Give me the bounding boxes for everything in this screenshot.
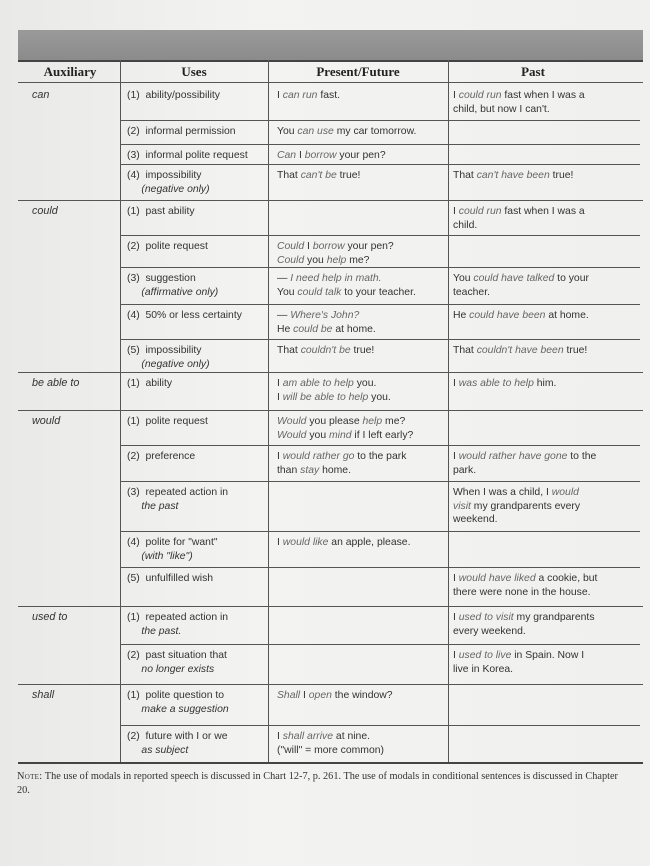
modal-form: would have liked: [458, 573, 536, 584]
example-text: That: [277, 345, 301, 356]
example-text: you: [304, 254, 327, 266]
example-line: [453, 513, 580, 527]
example-line: [453, 450, 596, 464]
example-text: in Spain. Now I: [511, 650, 585, 661]
example-line: [277, 429, 413, 443]
uses-cell: [127, 272, 218, 299]
example-text: to your: [554, 273, 589, 284]
example-text: —: [277, 310, 291, 321]
table-bottom-border: [18, 762, 643, 764]
uses-line: (5) unfulfilled wish: [127, 573, 214, 584]
example-text: I: [277, 537, 283, 548]
uses-line: (affirmative only): [127, 286, 219, 298]
row-divider: [120, 304, 640, 305]
modal-form: would rather have gone: [458, 451, 568, 462]
example-text: your pen?: [344, 241, 394, 252]
modal-form: shall arrive: [282, 731, 334, 742]
example-line: [453, 286, 589, 300]
row-divider: [120, 120, 640, 121]
example-line: [453, 572, 597, 586]
past-cell: [453, 450, 596, 477]
example-text: me?: [346, 254, 370, 266]
modal-form: could run: [458, 90, 502, 101]
uses-line: (3) informal polite request: [127, 150, 248, 161]
example-line: [453, 625, 595, 639]
example-text: you.: [368, 391, 391, 403]
example-line: [453, 219, 585, 233]
present-future-cell: [277, 689, 393, 703]
past-cell: [453, 486, 580, 527]
example-text: You: [277, 126, 298, 137]
example-text: I: [300, 690, 309, 701]
past-cell: [453, 377, 556, 391]
modal-form: I need help in math.: [290, 273, 382, 284]
example-text: I: [453, 206, 459, 217]
uses-line: (1) past ability: [127, 206, 195, 217]
modal-form: can't be: [300, 170, 337, 181]
present-future-cell: [277, 169, 360, 183]
modal-form: was able to help: [458, 378, 534, 389]
uses-cell: [127, 730, 227, 757]
example-text: true!: [336, 170, 361, 181]
group-divider: [18, 684, 643, 685]
example-line: [277, 536, 410, 550]
example-line: [277, 377, 391, 391]
example-text: my car tomorrow.: [333, 126, 417, 137]
example-text: an apple, please.: [328, 537, 411, 548]
modal-form: Could: [277, 241, 305, 252]
present-future-cell: [277, 730, 384, 757]
example-text: if I left early?: [351, 429, 414, 441]
uses-line: (4) polite for "want": [127, 537, 218, 548]
example-line: [277, 464, 406, 478]
uses-line: (2) past situation that: [127, 650, 227, 661]
example-text: —: [277, 273, 291, 284]
modal-form: borrow: [304, 150, 337, 161]
example-line: [453, 649, 584, 663]
example-text: I: [296, 150, 305, 161]
example-line: [453, 309, 589, 323]
example-line: [453, 611, 595, 625]
present-future-cell: [277, 415, 413, 442]
uses-line: the past.: [127, 625, 182, 637]
modal-form: used to visit: [458, 612, 514, 623]
modal-form: could run: [458, 206, 502, 217]
example-text: true!: [350, 345, 375, 356]
example-text: to the park: [354, 451, 407, 462]
example-text: you please: [306, 416, 363, 427]
modal-form: could have been: [469, 310, 546, 321]
example-line: [277, 391, 391, 405]
modal-form: mind: [328, 429, 352, 441]
example-text: you.: [353, 378, 377, 389]
example-text: child, but now I can't.: [453, 103, 550, 115]
example-text: child.: [453, 219, 478, 231]
modal-form: open: [308, 690, 332, 701]
example-line: [277, 415, 413, 429]
example-text: I: [304, 241, 313, 252]
example-line: [277, 309, 376, 323]
example-text: That: [277, 170, 301, 181]
example-line: [453, 486, 580, 500]
example-text: true!: [563, 345, 588, 356]
row-divider: [120, 164, 640, 165]
present-future-cell: [277, 536, 410, 550]
example-text: I: [277, 90, 283, 101]
modal-form: could talk: [297, 286, 342, 298]
modal-form: Would: [277, 429, 307, 441]
footnote-text: The use of modals in reported speech is discussed in Chart 12-7, p. 261. The use of modals in conditional sentences is discussed in Chapter 20.: [17, 771, 618, 796]
past-cell: [453, 572, 597, 599]
example-line: [453, 205, 585, 219]
uses-cell: [127, 486, 228, 513]
example-line: [277, 689, 393, 703]
uses-line: (1) ability/possibility: [127, 90, 220, 101]
example-text: I: [453, 573, 459, 584]
uses-line: (2) preference: [127, 451, 196, 462]
modal-form: stay: [300, 464, 320, 476]
example-text: my grandparents every: [470, 500, 581, 512]
header-auxiliary: Auxiliary: [43, 64, 97, 79]
auxiliary-label: can: [32, 89, 50, 101]
example-text: live in Korea.: [453, 663, 514, 675]
uses-line: no longer exists: [127, 663, 215, 675]
example-text: my grandparents: [513, 612, 595, 623]
group-divider: [18, 200, 643, 201]
example-text: there were none in the house.: [453, 586, 591, 598]
uses-cell: [127, 415, 208, 429]
uses-cell: [127, 649, 227, 676]
row-divider: [120, 567, 640, 568]
present-future-cell: [277, 125, 416, 139]
header-bottom-border: [18, 82, 643, 83]
example-text: He: [277, 323, 294, 335]
modal-form: can run: [282, 90, 318, 101]
uses-line: (1) polite request: [127, 416, 208, 427]
column-divider: [448, 60, 449, 762]
past-cell: [453, 649, 584, 676]
present-future-cell: [277, 272, 416, 299]
modal-form: Could: [277, 254, 305, 266]
example-text: You: [277, 286, 298, 298]
modal-form: borrow: [312, 241, 345, 252]
past-cell: [453, 169, 573, 183]
example-text: ("will" = more common): [277, 744, 384, 756]
example-line: [277, 344, 374, 358]
example-line: [277, 744, 384, 758]
example-line: [453, 586, 597, 600]
present-future-cell: [277, 309, 376, 336]
uses-line: (2) informal permission: [127, 126, 236, 137]
uses-cell: [127, 377, 172, 391]
example-text: fast when I was a: [501, 90, 585, 101]
modal-form: couldn't have been: [476, 345, 564, 356]
column-divider: [120, 60, 121, 762]
row-divider: [120, 725, 640, 726]
group-divider: [18, 410, 643, 411]
example-line: [453, 344, 587, 358]
row-divider: [120, 481, 640, 482]
auxiliary-label: be able to: [32, 377, 80, 389]
row-divider: [120, 235, 640, 236]
present-future-cell: [277, 377, 391, 404]
modal-form: Shall: [277, 690, 301, 701]
uses-line: (4) impossibility: [127, 170, 202, 181]
uses-line: (2) future with I or we: [127, 731, 228, 742]
header-past: Past: [521, 64, 545, 79]
present-future-cell: [277, 344, 374, 358]
uses-cell: [127, 125, 236, 139]
example-text: to the: [567, 451, 597, 462]
uses-cell: [127, 572, 213, 586]
example-line: [277, 730, 384, 744]
example-text: I: [277, 451, 283, 462]
modal-form: would rather go: [282, 451, 355, 462]
uses-line: as subject: [127, 744, 189, 756]
example-text: a cookie, but: [535, 573, 598, 584]
example-text: to your teacher.: [341, 286, 416, 298]
uses-cell: [127, 450, 195, 464]
auxiliary-label: used to: [32, 611, 68, 623]
example-text: teacher.: [453, 286, 490, 298]
row-divider: [120, 339, 640, 340]
past-cell: [453, 344, 587, 358]
past-cell: [453, 205, 585, 232]
example-line: [277, 125, 416, 139]
example-line: [277, 149, 386, 163]
uses-line: the past: [127, 500, 179, 512]
example-text: home.: [319, 464, 351, 476]
example-text: your pen?: [336, 150, 386, 161]
example-text: I: [453, 90, 459, 101]
modal-form: could be: [293, 323, 333, 335]
present-future-cell: [277, 149, 386, 163]
example-line: [277, 254, 394, 268]
column-divider: [268, 60, 269, 762]
modal-form: Where's John?: [290, 310, 360, 321]
uses-line: (negative only): [127, 358, 210, 370]
example-text: You: [453, 273, 474, 284]
example-text: I: [453, 650, 459, 661]
group-divider: [18, 372, 643, 373]
example-text: at nine.: [333, 731, 371, 742]
example-text: That: [453, 170, 477, 181]
example-text: weekend.: [453, 514, 498, 525]
example-line: [277, 450, 406, 464]
example-line: [453, 103, 585, 117]
present-future-cell: [277, 450, 406, 477]
example-text: I: [453, 378, 459, 389]
example-line: [277, 323, 376, 337]
example-line: [277, 286, 416, 300]
example-text: than: [277, 464, 301, 476]
example-text: true!: [549, 170, 574, 181]
example-text: the window?: [331, 690, 393, 701]
past-cell: [453, 309, 589, 323]
example-text: I: [453, 451, 459, 462]
uses-cell: [127, 689, 229, 716]
example-text: him.: [533, 378, 557, 389]
uses-line: make a suggestion: [127, 703, 229, 715]
uses-line: (4) 50% or less certainty: [127, 310, 242, 321]
uses-cell: [127, 309, 242, 323]
modal-form: could have talked: [473, 273, 555, 284]
modal-form: will be able to help: [282, 391, 369, 403]
example-line: [453, 464, 596, 478]
modal-form: used to live: [458, 650, 512, 661]
past-cell: [453, 89, 585, 116]
uses-cell: [127, 536, 218, 563]
uses-cell: [127, 240, 208, 254]
header-present-future: Present/Future: [316, 64, 400, 79]
uses-line: (2) polite request: [127, 241, 208, 252]
modal-form: am able to help: [282, 378, 354, 389]
example-text: I: [453, 612, 459, 623]
modal-form: help: [326, 254, 347, 266]
uses-line: (3) suggestion: [127, 273, 196, 284]
present-future-cell: [277, 89, 340, 103]
example-line: [277, 272, 416, 286]
example-text: I: [277, 731, 283, 742]
row-divider: [120, 644, 640, 645]
uses-cell: [127, 205, 195, 219]
modal-form: can't have been: [476, 170, 550, 181]
example-line: [453, 89, 585, 103]
uses-cell: [127, 344, 210, 371]
example-text: I: [277, 378, 283, 389]
uses-line: (with "like"): [127, 550, 193, 562]
modal-form: Would: [277, 416, 307, 427]
example-text: I: [277, 391, 283, 403]
example-line: [453, 169, 573, 183]
example-text: fast.: [317, 90, 340, 101]
past-cell: [453, 272, 589, 299]
example-text: He: [453, 310, 470, 321]
row-divider: [120, 267, 640, 268]
modal-form: couldn't be: [300, 345, 351, 356]
example-line: [453, 500, 580, 514]
modal-form: visit: [453, 500, 471, 512]
uses-line: (3) repeated action in: [127, 487, 229, 498]
modal-form: would like: [282, 537, 329, 548]
group-divider: [18, 606, 643, 607]
uses-cell: [127, 89, 220, 103]
example-line: [453, 272, 589, 286]
example-text: you: [306, 429, 329, 441]
example-line: [453, 663, 584, 677]
row-divider: [120, 144, 640, 145]
uses-cell: [127, 611, 228, 638]
example-text: me?: [382, 416, 406, 427]
uses-cell: [127, 149, 248, 163]
uses-line: (negative only): [127, 183, 210, 195]
example-text: fast when I was a: [501, 206, 585, 217]
past-cell: [453, 611, 595, 638]
uses-line: (1) ability: [127, 378, 173, 389]
modal-form: Can: [277, 150, 297, 161]
example-text: When I was a child, I: [453, 487, 552, 498]
chart-banner: [18, 30, 643, 60]
uses-line: (1) repeated action in: [127, 612, 229, 623]
auxiliary-label: would: [32, 415, 61, 427]
modal-form: would: [551, 487, 579, 498]
row-divider: [120, 531, 640, 532]
example-line: [453, 377, 556, 391]
row-divider: [120, 445, 640, 446]
example-line: [277, 169, 360, 183]
example-text: at home.: [332, 323, 376, 335]
example-text: at home.: [545, 310, 589, 321]
example-line: [277, 89, 340, 103]
present-future-cell: [277, 240, 394, 267]
header-uses: Uses: [181, 64, 207, 79]
modal-form: help: [362, 416, 383, 427]
uses-line: (1) polite question to: [127, 690, 225, 701]
example-text: every weekend.: [453, 625, 526, 637]
modal-form: can use: [297, 126, 334, 137]
uses-cell: [127, 169, 210, 196]
example-text: park.: [453, 464, 477, 476]
footnote: [17, 770, 627, 798]
example-line: [277, 240, 394, 254]
auxiliary-label: could: [32, 205, 58, 217]
auxiliary-label: shall: [32, 689, 55, 701]
example-text: That: [453, 345, 477, 356]
footnote-label: Note:: [17, 771, 43, 782]
uses-line: (5) impossibility: [127, 345, 202, 356]
